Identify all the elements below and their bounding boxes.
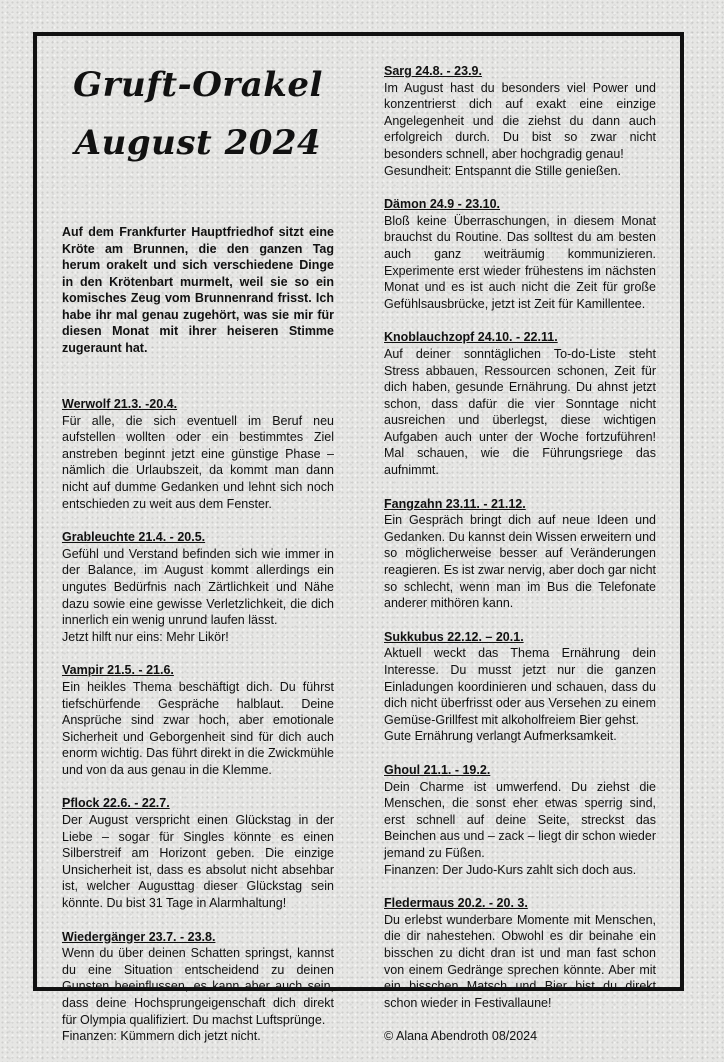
entry-heading: Fledermaus 20.2. - 20. 3. [384,896,528,911]
entry-heading: Fangzahn 23.11. - 21.12. [384,496,526,511]
entry-extra: Gesundheit: Entspannt die Stille genießen. [384,163,621,178]
entry-heading: Knoblauchzopf 24.10. - 22.11. [384,330,558,345]
entry-text: Aktuell weckt das Thema Ernährung dein Interesse. Du musst jetzt nur die ganzen Einladungen koordinieren und schauen, dass du dich nicht überfrisst oder aus Versehen zu einem Gemüse-Grillfest mit alkoholfreiem Bier gehst. [384,646,656,727]
intro-paragraph: Auf dem Frankfurter Hauptfriedhof sitzt eine Kröte am Brunnen, die den ganzen Tag herum orakelt und sich verschiedene Dinge in den Krötenbart murmelt, weil sie so ein komisches Zeug vom Brunnenrand frisst. Ich habe ihr mal genau zugehört, was sie mir für diesen Monat mit ihrer heiseren Stimme zugeraunt hat. [62,225,334,355]
horoscope-entry-ghoul [384,762,656,878]
title-line-2: August 2024 [74,123,322,163]
horoscope-entry-sarg [384,63,656,179]
entry-extra: Jetzt hilft nur eins: Mehr Likör! [62,629,229,644]
entry-text: Ein heikles Thema beschäftigt dich. Du führst tiefschürfende Gespräche halblaut. Deine Ansprüche sind zwar hoch, aber emotionale Sicherheit und Geborgenheit sind für dich auch enorm wichtig. Das führt direkt in die Zwickmühle und von da aus genau in die Klemme. [62,679,334,777]
entry-heading: Werwolf 21.3. -20.4. [62,397,178,411]
copyright-notice: © Alana Abendroth 08/2024 [384,1029,538,1044]
entry-heading: Sukkubus 22.12. – 20.1. [384,629,524,644]
horoscope-entry-daemon [384,196,656,312]
entry-extra: Finanzen: Kümmern dich jetzt nicht. [62,1029,261,1044]
horoscope-entry-sukkubus [384,629,656,745]
entry-heading: Wiedergänger 23.7. - 23.8. [62,929,216,944]
horoscope-entry-wiedergaenger [62,929,334,1045]
entry-extra: Finanzen: Der Judo-Kurs zahlt sich doch aus. [384,862,637,877]
entry-heading: Vampir 21.5. - 21.6. [62,663,174,678]
horoscope-entry-pflock [62,795,334,911]
horoscope-entry-fledermaus [384,895,656,1011]
entry-text: Wenn du über deinen Schatten springst, kannst du eine Situation entscheidend zu deinen Gunsten beeinflussen, es kann aber auch sein, dass deine Hochsprungeigenschaft dich direkt für Olympia qualifiziert. Du machst Luftsprünge. [62,946,334,1027]
title-line-1: Gruft-Orakel [73,65,323,105]
entry-text: Gefühl und Verstand befinden sich wie immer in der Balance, im August kommt allerdings ein ungutes Bedürfnis nach Zärtlichkeit und Nähe dazu sowie eine gewisse Verletzlichkeit, die dich innerlich ein wenig unrund laufen lässt. [62,546,334,628]
horoscope-entry-knoblauchzopf [384,329,656,478]
right-column [384,63,656,1045]
entry-text: Der August verspricht einen Glückstag in der Liebe – sogar für Singles könnte es einen Silberstreif am Horizont geben. Die einzige Unsicherheit ist, dass es absolut nicht absehbar ist, welcher Augusttag dieser Glückstag sein könnte. Du bist 31 Tage in Alarmhaltung! [62,813,334,911]
entry-text: Auf deiner sonntäglichen To-do-Liste steht Stress abbauen, Ressourcen schonen, Zeit für dich haben, gesunde Ernährung. Du ahnst jetzt schon, dass dafür die vier Sonntage nicht ausreichen und überlegst, diese wichtigen Aufgaben auch unter der Woche fortzuführen! Mal schauen, wie die Führungsriege das aufnimmt. [384,346,656,478]
entry-heading: Grableuchte 21.4. - 20.5. [62,530,206,545]
horoscope-entry-grableuchte [62,529,334,645]
entry-text: Im August hast du besonders viel Power und konzentrierst dich auf exakt eine einzige Angelegenheit und die ziehst du dann auch erfolgreich durch. Du bist so zwar nicht besonders schnell, aber hochgradig genau! [384,80,656,161]
entry-text: Bloß keine Überraschungen, in diesem Monat brauchst du Routine. Das solltest du am besten auch ganz weiträumig kommunizieren. Experimente erst wieder frühestens im nächsten Monat und es ist auch nicht die Zeit für große Gefühlsausbrücke, jetzt ist Zeit für Kamillentee. [384,213,656,311]
entry-text: Ein Gespräch bringt dich auf neue Ideen und Gedanken. Du kannst dein Wissen erweitern und so möglicherweise besser auf Veränderungen reagieren. Es ist zwar nervig, aber doch gar nicht so schlecht, wenn man im Bus die Telefonate anderer mithören kann. [384,513,656,611]
page-title [62,56,334,172]
left-column [62,56,334,1062]
horoscope-entry-werwolf [62,396,334,512]
entry-text: Du erlebst wunderbare Momente mit Menschen, die dir nahestehen. Obwohl es dir beinahe ein bisschen zu dicht dran ist und man fast schon von einem Gedränge sprechen könnte. Aber mit ein bisschen Matsch und Bier bist du direkt schon wieder in Festivallaune! [384,912,656,1010]
entry-heading: Ghoul 21.1. - 19.2. [384,762,491,777]
entry-heading: Dämon 24.9 - 23.10. [384,197,501,212]
entry-text: Dein Charme ist umwerfend. Du ziehst die Menschen, die sonst eher etwas sperrig sind, erst schnell auf deine Seite, streckst das Beinchen aus und – zack – liegt dir schon wieder jemand zu Füßen. [384,779,656,860]
horoscope-entry-vampir [62,662,334,778]
horoscope-entry-fangzahn [384,496,656,612]
entry-extra: Gute Ernährung verlangt Aufmerksamkeit. [384,729,617,744]
entry-heading: Pflock 22.6. - 22.7. [62,796,170,811]
entry-heading: Sarg 24.8. - 23.9. [384,64,482,78]
entry-text: Für alle, die sich eventuell im Beruf neu aufstellen wollten oder ein bestimmtes Ziel anstreben beginnt jetzt eine günstige Phase – nämlich die Urlaubszeit, da kommt man dann nicht auf dumme Gedanken und lehnt sich noch entschieden zu weit aus dem Fenster. [62,413,334,511]
